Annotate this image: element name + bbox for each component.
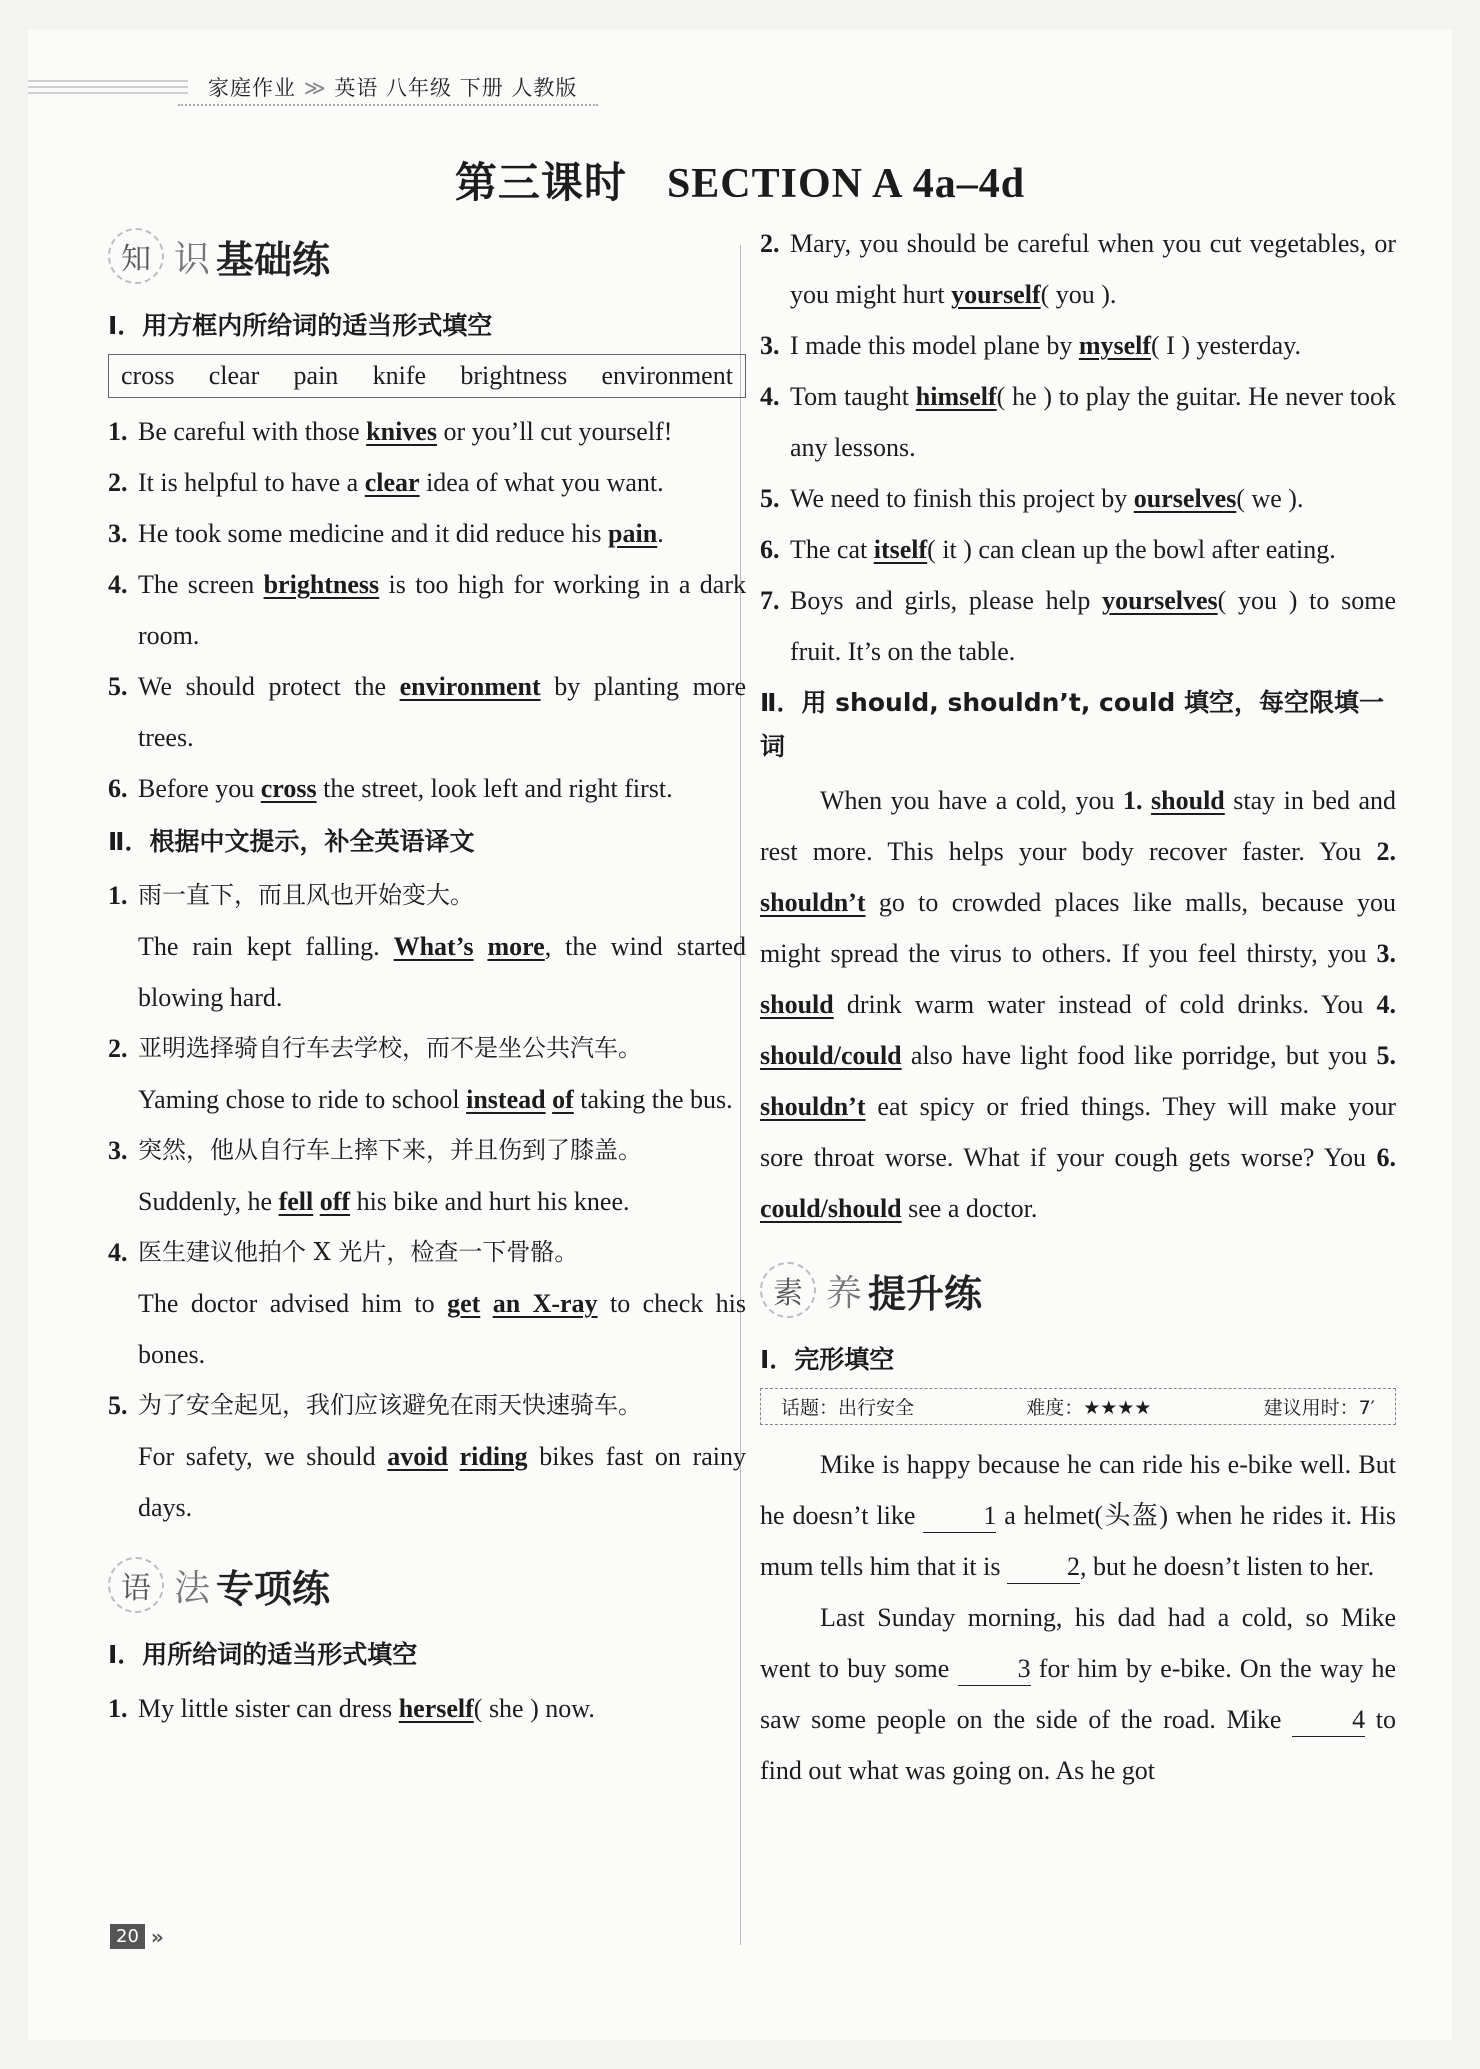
- exercise-item: 5. 为了安全起见，我们应该避免在雨天快速骑车。: [108, 1391, 642, 1420]
- answer: instead: [466, 1085, 546, 1114]
- answer: ourselves: [1133, 484, 1237, 513]
- answer: shouldn’t: [760, 1092, 866, 1121]
- page-title: 第三课时 SECTION A 4a–4d: [454, 158, 1026, 207]
- answer: environment: [399, 672, 541, 701]
- cloze-blank: 1: [923, 1500, 996, 1533]
- cloze-paragraph: Last Sunday morning, his dad had a cold, so Mike went to buy some 3 for him by e-bike. On the way he saw some people on the side of the road. Mike 4 to find out what was going on. As he got: [760, 1603, 1396, 1785]
- answer: itself: [873, 535, 928, 564]
- section-badge-icon: 知: [108, 228, 164, 284]
- translation-line: Yaming chose to ride to school instead of taking the bus.: [138, 1085, 733, 1114]
- answer: could/should: [760, 1194, 902, 1223]
- page: [28, 30, 1452, 2040]
- exercise-item: 6. The cat itself( it ) can clean up the bowl after eating.: [760, 535, 1336, 564]
- answer: riding: [459, 1442, 528, 1471]
- answer: should/could: [760, 1041, 902, 1070]
- exercise-item: 7. Boys and girls, please help yourselves( you ) to some fruit. It’s on the table.: [760, 586, 1397, 666]
- answer: herself: [398, 1694, 474, 1723]
- exercise-item: 6. Before you cross the street, look left and right first.: [108, 774, 673, 803]
- answer: pain: [608, 519, 658, 548]
- answer: get: [447, 1289, 481, 1318]
- exercise-item: 5. We should protect the environment by planting more trees.: [108, 672, 746, 752]
- exercise-item: 2. Mary, you should be careful when you cut vegetables, or you might hurt yourself( you ).: [760, 229, 1396, 309]
- answer: What’s: [393, 932, 474, 961]
- translation-line: Suddenly, he fell off his bike and hurt his knee.: [138, 1187, 630, 1216]
- question-heading: Ⅰ．用所给词的适当形式填空: [108, 1640, 418, 1669]
- section-badge-icon: 语: [108, 1557, 164, 1613]
- answer: yourself: [951, 280, 1041, 309]
- answer: shouldn’t: [760, 888, 866, 917]
- header-text: 家庭作业 ≫ 英语 八年级 下册 人教版: [208, 76, 578, 100]
- answer: should: [1151, 786, 1225, 815]
- header-rule: [178, 104, 598, 106]
- chevron-right-icon: »: [150, 1924, 164, 1949]
- exercise-item: 4. 医生建议他拍个 X 光片，检查一下骨骼。: [108, 1238, 579, 1267]
- cloze-paragraph: Mike is happy because he can ride his e-bike well. But he doesn’t like 1 a helmet(头盔) when he rides it. His mum tells him that it is 2, but he doesn’t listen to her.: [760, 1439, 1396, 1592]
- left-column: [108, 210, 746, 1734]
- exercise-item: 1. My little sister can dress herself( she ) now.: [108, 1694, 595, 1723]
- answer: brightness: [263, 570, 380, 599]
- answer: himself: [915, 382, 997, 411]
- answer: off: [319, 1187, 351, 1216]
- answer: yourselves: [1102, 586, 1218, 615]
- running-header: [28, 30, 1452, 110]
- exercise-item: 5. We need to finish this project by ourselves( we ).: [760, 484, 1304, 513]
- question-heading: Ⅰ．完形填空: [760, 1345, 895, 1374]
- answer: knives: [366, 417, 437, 446]
- fill-in-passage: When you have a cold, you 1. should stay in bed and rest more. This helps your body recover faster. You 2. shouldn’t go to crowded places like malls, because you might spread the virus to others. If you feel thirsty, you 3. should drink warm water instead of cold drinks. You 4. should/could also have light food like porridge, but you 5. shouldn’t eat spicy or fried things. They will make your sore throat worse. What if your cough gets worse? You 6. could/should see a doctor.: [760, 786, 1397, 1223]
- exercise-item: 4. Tom taught himself( he ) to play the guitar. He never took any lessons.: [760, 382, 1396, 462]
- word-box: cross clear pain knife brightness environment: [108, 354, 746, 398]
- question-heading: Ⅱ．根据中文提示，补全英语译文: [108, 827, 475, 856]
- exercise-item: 3. I made this model plane by myself( I ) yesterday.: [760, 331, 1301, 360]
- answer: more: [487, 932, 545, 961]
- answer: myself: [1078, 331, 1152, 360]
- answer: avoid: [387, 1442, 448, 1471]
- translation-line: The rain kept falling. What’s more, the wind started blowing hard.: [138, 932, 746, 1012]
- answer: should: [760, 990, 834, 1019]
- exercise-item: 1. Be careful with those knives or you’ll cut yourself!: [108, 417, 673, 446]
- cloze-blank: 4: [1292, 1704, 1365, 1737]
- section-badge-icon: 素: [760, 1262, 816, 1318]
- cloze-blank: 2: [1007, 1551, 1080, 1584]
- exercise-item: 2. 亚明选择骑自行车去学校，而不是坐公共汽车。: [108, 1034, 642, 1063]
- exercise-item: 4. The screen brightness is too high for working in a dark room.: [108, 570, 746, 650]
- exercise-item: 1. 雨一直下，而且风也开始变大。: [108, 881, 474, 910]
- question-heading: Ⅱ．用 should, shouldn’t, could 填空，每空限填一词: [760, 688, 1385, 761]
- exercise-item: 3. 突然，他从自行车上摔下来，并且伤到了膝盖。: [108, 1136, 642, 1165]
- answer: fell: [278, 1187, 314, 1216]
- question-heading: Ⅰ．用方框内所给词的适当形式填空: [108, 311, 493, 340]
- answer: clear: [364, 468, 420, 497]
- answer: an X-ray: [492, 1289, 598, 1318]
- cloze-blank: 3: [958, 1653, 1031, 1686]
- page-number: 20 »: [110, 1924, 164, 1949]
- right-column: [760, 218, 1396, 1796]
- exercise-item: 3. He took some medicine and it did reduce his pain.: [108, 519, 664, 548]
- translation-line: The doctor advised him to get an X-ray to check his bones.: [138, 1289, 747, 1369]
- topic-info-box: 话题：出行安全 难度：★★★★ 建议用时：7′: [760, 1388, 1396, 1425]
- section-heading-improve: 素 养 提升练: [760, 1248, 1396, 1332]
- answer: cross: [260, 774, 317, 803]
- section-heading-basics: 知 识 基础练: [108, 214, 746, 298]
- header-decoration: [28, 80, 188, 100]
- section-heading-grammar: 语 法 专项练: [108, 1543, 746, 1627]
- exercise-item: 2. It is helpful to have a clear idea of what you want.: [108, 468, 664, 497]
- translation-line: For safety, we should avoid riding bikes fast on rainy days.: [138, 1442, 747, 1522]
- answer: of: [552, 1085, 574, 1114]
